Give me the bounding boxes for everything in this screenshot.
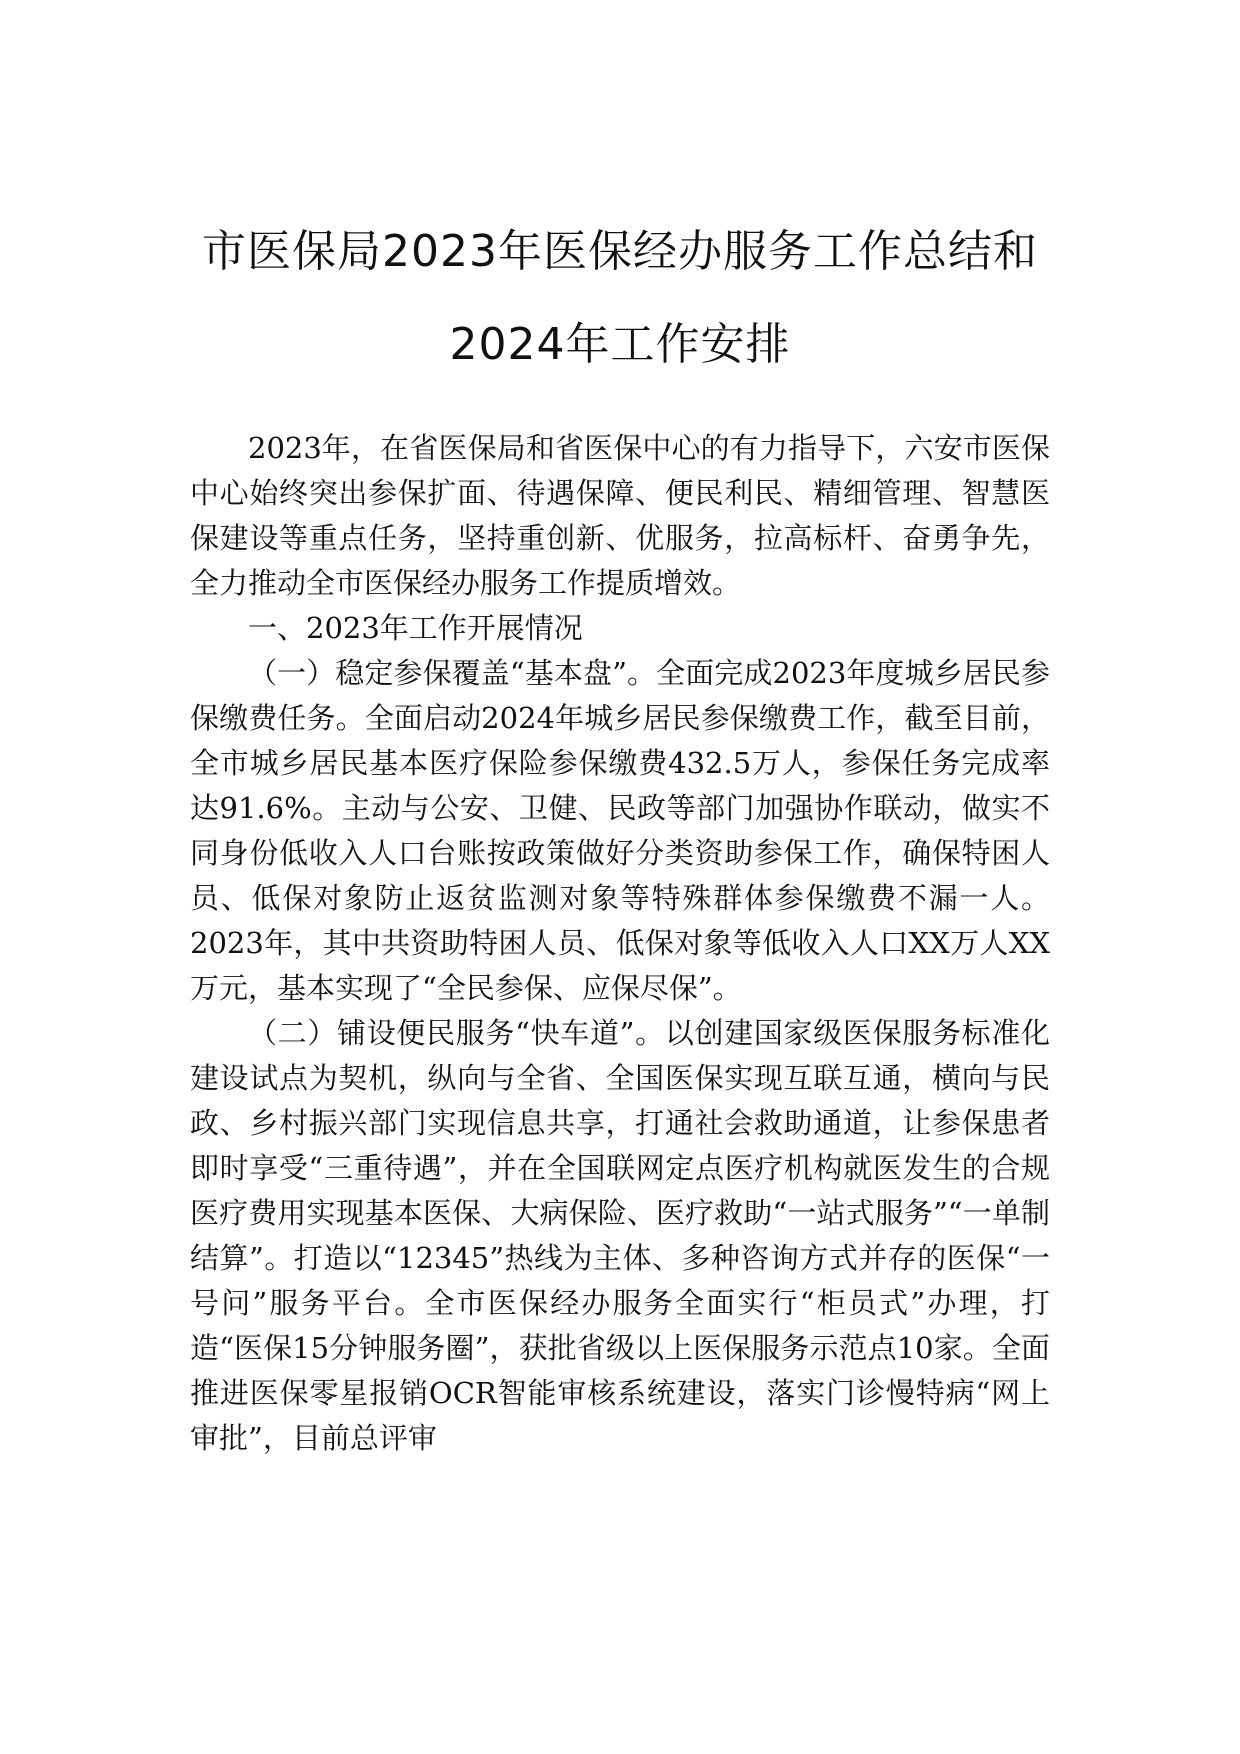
section-heading: 一、2023年工作开展情况 bbox=[248, 611, 583, 645]
document-title-line-2: 2024年工作安排 bbox=[449, 319, 791, 370]
paragraph-section-2: （二）铺设便民服务“快车道”。以创建国家级医保服务标准化建设试点为契机，纵向与全省、全国医保实现互联互通，横向与民政、乡村振兴部门实现信息共享，打通社会救助通道，让参保患者即时享受“三重待遇”，并在全国联网定点医疗机构就医发生的合规医疗费用实现基本医保、大病保险、医疗救助“一站式服务”“一单制结算”。打造以“12345”热线为主体、多种咨询方式并存的医保“一号问”服务平台。全市医保经办服务全面实行“柜员式”办理，打造“医保15分钟服务圈”，获批省级以上医保服务示范点10家。全面推进医保零星报销OCR智能审核系统建设，落实门诊慢特病“网上审批”，目前总评审 bbox=[190, 1016, 1050, 1455]
paragraph-section-1: （一）稳定参保覆盖“基本盘”。全面完成2023年度城乡居民参保缴费任务。全面启动2024年城乡居民参保缴费工作，截至目前，全市城乡居民基本医疗保险参保缴费432.5万人，参保任务完成率达91.6%。主动与公安、卫健、民政等部门加强协作联动，做实不同身份低收入人口台账按政策做好分类资助参保工作，确保特困人员、低保对象防止返贫监测对象等特殊群体参保缴费不漏一人。2023年，其中共资助特困人员、低保对象等低收入人口XX万人XX万元，基本实现了“全民参保、应保尽保”。 bbox=[190, 656, 1050, 1005]
paragraph-intro: 2023年，在省医保局和省医保中心的有力指导下，六安市医保中心始终突出参保扩面、待遇保障、便民利民、精细管理、智慧医保建设等重点任务，坚持重创新、优服务，拉高标杆、奋勇争先，全力推动全市医保经办服务工作提质增效。 bbox=[190, 431, 1050, 600]
document-title-line-1: 市医保局2023年医保经办服务工作总结和 bbox=[202, 226, 1038, 277]
document-body bbox=[190, 426, 1050, 1461]
